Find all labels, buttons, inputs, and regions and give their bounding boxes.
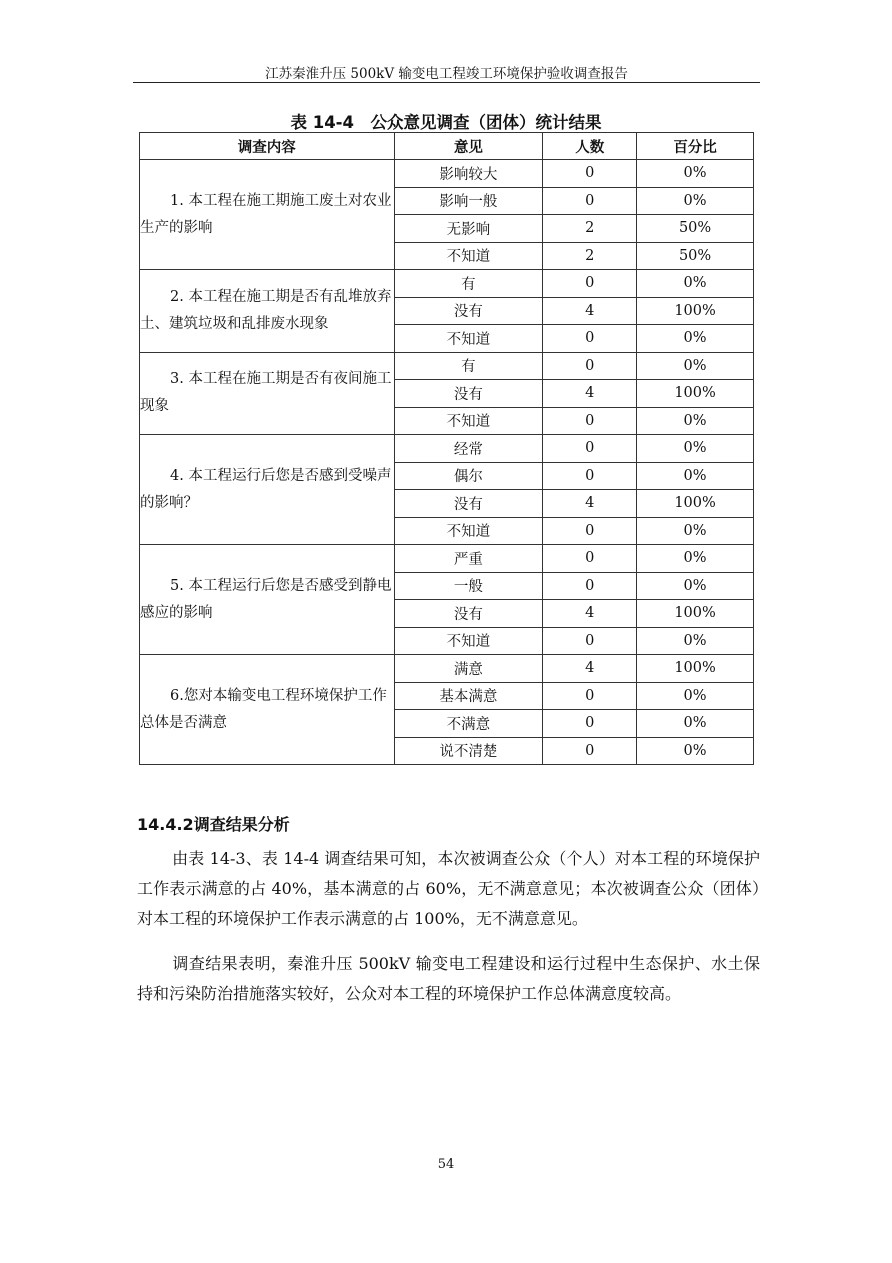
section-heading: 14.4.2调查结果分析 [137, 815, 290, 834]
percent-cell: 0% [637, 737, 754, 765]
percent-cell: 0% [637, 545, 754, 573]
opinion-cell: 不知道 [394, 242, 543, 270]
count-cell: 0 [543, 325, 637, 353]
analysis-paragraph-text: 由表 14-3、表 14-4 调查结果可知，本次被调查公众（个人）对本工程的环境保护工作表示满意的占 40%，基本满意的占 60%，无不满意意见；本次被调查公众（团体）对本工程的环境保护工作表示满意的占 100%，无不满意意见。 [137, 849, 760, 928]
count-cell: 0 [543, 710, 637, 738]
count-cell: 0 [543, 435, 637, 463]
count-cell: 0 [543, 737, 637, 765]
analysis-paragraph [137, 844, 760, 934]
opinion-cell: 无影响 [394, 215, 543, 243]
count-cell: 0 [543, 407, 637, 435]
table-row [140, 545, 754, 573]
percent-cell: 100% [637, 655, 754, 683]
count-cell: 0 [543, 270, 637, 298]
opinion-cell: 一般 [394, 572, 543, 600]
survey-question-cell [140, 270, 395, 353]
opinion-cell: 不知道 [394, 627, 543, 655]
opinion-cell: 不满意 [394, 710, 543, 738]
conclusion-paragraph [137, 949, 760, 1009]
percent-cell: 0% [637, 270, 754, 298]
opinion-cell: 不知道 [394, 517, 543, 545]
survey-question-text: 2. 本工程在施工期是否有乱堆放弃土、建筑垃圾和乱排废水现象 [140, 288, 392, 332]
survey-question-cell [140, 545, 395, 655]
percent-cell: 100% [637, 380, 754, 408]
opinion-cell: 说不清楚 [394, 737, 543, 765]
column-header-count: 人数 [543, 133, 637, 160]
percent-cell: 0% [637, 462, 754, 490]
survey-results-table [139, 132, 754, 765]
count-cell: 0 [543, 462, 637, 490]
opinion-cell: 不知道 [394, 325, 543, 353]
percent-cell: 0% [637, 710, 754, 738]
survey-question-text: 1. 本工程在施工期施工废土对农业生产的影响 [140, 192, 392, 236]
opinion-cell: 影响一般 [394, 187, 543, 215]
count-cell: 4 [543, 380, 637, 408]
percent-cell: 100% [637, 490, 754, 518]
percent-cell: 100% [637, 297, 754, 325]
count-cell: 4 [543, 297, 637, 325]
opinion-cell: 影响较大 [394, 160, 543, 188]
table-title: 表 14-4 公众意见调查（团体）统计结果 [290, 113, 602, 132]
survey-question-cell [140, 435, 395, 545]
column-header-question: 调查内容 [140, 133, 395, 160]
count-cell: 2 [543, 215, 637, 243]
percent-cell: 50% [637, 242, 754, 270]
percent-cell: 0% [637, 407, 754, 435]
survey-question-text: 4. 本工程运行后您是否感到受噪声的影响？ [140, 467, 392, 511]
table-row [140, 352, 754, 380]
survey-question-text: 3. 本工程在施工期是否有夜间施工现象 [140, 371, 392, 415]
opinion-cell: 偶尔 [394, 462, 543, 490]
header-divider [133, 82, 760, 83]
count-cell: 4 [543, 655, 637, 683]
opinion-cell: 没有 [394, 490, 543, 518]
count-cell: 4 [543, 600, 637, 628]
survey-question-cell [140, 160, 395, 270]
opinion-cell: 没有 [394, 600, 543, 628]
opinion-cell: 严重 [394, 545, 543, 573]
opinion-cell: 没有 [394, 297, 543, 325]
count-cell: 0 [543, 352, 637, 380]
count-cell: 0 [543, 627, 637, 655]
opinion-cell: 满意 [394, 655, 543, 683]
percent-cell: 0% [637, 572, 754, 600]
survey-question-text: 6.您对本输变电工程环境保护工作总体是否满意 [140, 687, 387, 731]
percent-cell: 0% [637, 517, 754, 545]
percent-cell: 0% [637, 682, 754, 710]
page-number: 54 [437, 1157, 455, 1172]
percent-cell: 0% [637, 325, 754, 353]
percent-cell: 100% [637, 600, 754, 628]
report-header-title: 江苏秦淮升压 500kV 输变电工程竣工环境保护验收调查报告 [265, 66, 628, 82]
opinion-cell: 基本满意 [394, 682, 543, 710]
table-body [140, 160, 754, 765]
column-header-opinion: 意见 [394, 133, 543, 160]
survey-question-cell [140, 655, 395, 765]
opinion-cell: 有 [394, 270, 543, 298]
opinion-cell: 没有 [394, 380, 543, 408]
count-cell: 0 [543, 545, 637, 573]
opinion-cell: 有 [394, 352, 543, 380]
percent-cell: 0% [637, 352, 754, 380]
table-header-row [140, 133, 754, 160]
count-cell: 4 [543, 490, 637, 518]
opinion-cell: 不知道 [394, 407, 543, 435]
survey-question-text: 5. 本工程运行后您是否感受到静电感应的影响 [140, 577, 392, 621]
column-header-percent: 百分比 [637, 133, 754, 160]
conclusion-paragraph-text: 调查结果表明，秦淮升压 500kV 输变电工程建设和运行过程中生态保护、水土保持和污染防治措施落实较好，公众对本工程的环境保护工作总体满意度较高。 [137, 954, 760, 1003]
percent-cell: 0% [637, 435, 754, 463]
percent-cell: 50% [637, 215, 754, 243]
count-cell: 0 [543, 682, 637, 710]
table-row [140, 655, 754, 683]
count-cell: 0 [543, 572, 637, 600]
percent-cell: 0% [637, 187, 754, 215]
table-row [140, 270, 754, 298]
count-cell: 2 [543, 242, 637, 270]
table-row [140, 435, 754, 463]
percent-cell: 0% [637, 627, 754, 655]
count-cell: 0 [543, 160, 637, 188]
count-cell: 0 [543, 517, 637, 545]
opinion-cell: 经常 [394, 435, 543, 463]
table-row [140, 160, 754, 188]
count-cell: 0 [543, 187, 637, 215]
survey-question-cell [140, 352, 395, 435]
percent-cell: 0% [637, 160, 754, 188]
